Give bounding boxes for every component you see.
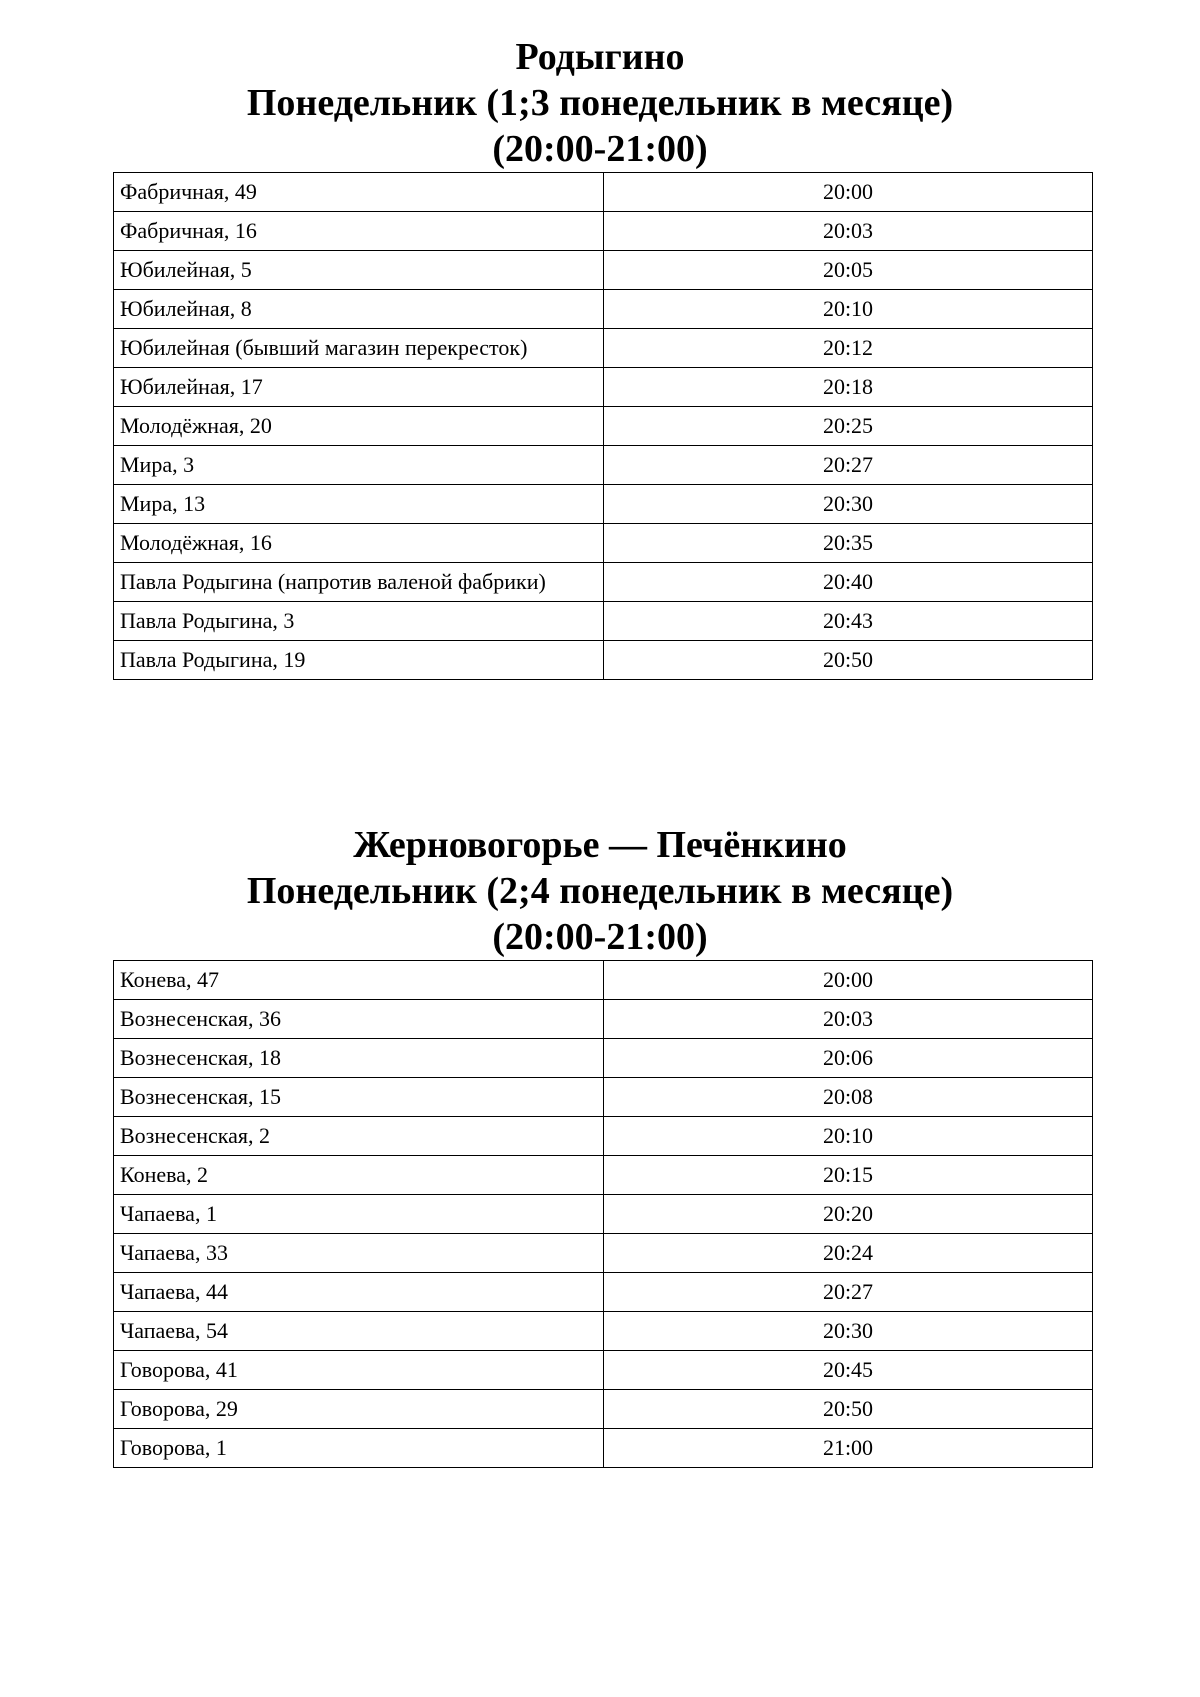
table-row: [114, 1078, 1093, 1117]
table-row: [114, 563, 1093, 602]
section-title: [0, 822, 1200, 960]
table-row: [114, 1156, 1093, 1195]
table-row: [114, 173, 1093, 212]
schedule-section-zhernovogorye: [0, 822, 1200, 1468]
address-cell: Юбилейная, 8: [114, 290, 604, 329]
time-cell: 20:30: [604, 485, 1093, 524]
time-cell: 21:00: [604, 1429, 1093, 1468]
address-cell: Вознесенская, 18: [114, 1039, 604, 1078]
time-cell: 20:27: [604, 1273, 1093, 1312]
schedule-table: [113, 172, 1093, 680]
table-row: [114, 212, 1093, 251]
address-cell: Фабричная, 49: [114, 173, 604, 212]
address-cell: Чапаева, 44: [114, 1273, 604, 1312]
title-line-hours: (20:00-21:00): [492, 916, 708, 958]
time-cell: 20:45: [604, 1351, 1093, 1390]
table-row: [114, 1312, 1093, 1351]
table-row: [114, 1000, 1093, 1039]
time-cell: 20:25: [604, 407, 1093, 446]
address-cell: Говорова, 29: [114, 1390, 604, 1429]
time-cell: 20:10: [604, 1117, 1093, 1156]
time-cell: 20:50: [604, 1390, 1093, 1429]
title-line-day: Понедельник (2;4 понедельник в месяце): [246, 870, 954, 912]
title-line-day: Понедельник (1;3 понедельник в месяце): [246, 82, 954, 124]
address-cell: Вознесенская, 2: [114, 1117, 604, 1156]
table-row: [114, 961, 1093, 1000]
title-line-place: Жерновогорье — Печёнкино: [353, 824, 847, 866]
address-cell: Мира, 3: [114, 446, 604, 485]
schedule-rows: [114, 173, 1093, 680]
address-cell: Чапаева, 33: [114, 1234, 604, 1273]
address-cell: Павла Родыгина, 19: [114, 641, 604, 680]
table-row: [114, 446, 1093, 485]
time-cell: 20:00: [604, 961, 1093, 1000]
table-row: [114, 641, 1093, 680]
table-row: [114, 1195, 1093, 1234]
table-row: [114, 1390, 1093, 1429]
time-cell: 20:03: [604, 1000, 1093, 1039]
time-cell: 20:15: [604, 1156, 1093, 1195]
table-row: [114, 368, 1093, 407]
table-row: [114, 1429, 1093, 1468]
title-line-place: Родыгино: [515, 36, 685, 78]
time-cell: 20:50: [604, 641, 1093, 680]
address-cell: Вознесенская, 36: [114, 1000, 604, 1039]
table-row: [114, 1117, 1093, 1156]
address-cell: Чапаева, 54: [114, 1312, 604, 1351]
address-cell: Юбилейная, 17: [114, 368, 604, 407]
table-row: [114, 329, 1093, 368]
address-cell: Павла Родыгина, 3: [114, 602, 604, 641]
table-row: [114, 1273, 1093, 1312]
address-cell: Мира, 13: [114, 485, 604, 524]
address-cell: Конева, 47: [114, 961, 604, 1000]
time-cell: 20:20: [604, 1195, 1093, 1234]
address-cell: Говорова, 1: [114, 1429, 604, 1468]
schedule-table: [113, 960, 1093, 1468]
address-cell: Конева, 2: [114, 1156, 604, 1195]
section-title: [0, 34, 1200, 172]
time-cell: 20:03: [604, 212, 1093, 251]
time-cell: 20:30: [604, 1312, 1093, 1351]
time-cell: 20:40: [604, 563, 1093, 602]
time-cell: 20:43: [604, 602, 1093, 641]
table-row: [114, 524, 1093, 563]
time-cell: 20:24: [604, 1234, 1093, 1273]
schedule-section-rodygino: [0, 34, 1200, 680]
time-cell: 20:18: [604, 368, 1093, 407]
time-cell: 20:12: [604, 329, 1093, 368]
time-cell: 20:06: [604, 1039, 1093, 1078]
address-cell: Павла Родыгина (напротив валеной фабрики): [114, 563, 604, 602]
table-row: [114, 251, 1093, 290]
time-cell: 20:08: [604, 1078, 1093, 1117]
time-cell: 20:35: [604, 524, 1093, 563]
table-row: [114, 485, 1093, 524]
address-cell: Вознесенская, 15: [114, 1078, 604, 1117]
table-row: [114, 1234, 1093, 1273]
address-cell: Молодёжная, 20: [114, 407, 604, 446]
address-cell: Говорова, 41: [114, 1351, 604, 1390]
address-cell: Фабричная, 16: [114, 212, 604, 251]
table-row: [114, 1039, 1093, 1078]
table-row: [114, 407, 1093, 446]
time-cell: 20:00: [604, 173, 1093, 212]
title-line-hours: (20:00-21:00): [492, 128, 708, 170]
table-row: [114, 1351, 1093, 1390]
address-cell: Чапаева, 1: [114, 1195, 604, 1234]
address-cell: Молодёжная, 16: [114, 524, 604, 563]
schedule-rows: [114, 961, 1093, 1468]
time-cell: 20:10: [604, 290, 1093, 329]
time-cell: 20:05: [604, 251, 1093, 290]
table-row: [114, 290, 1093, 329]
table-row: [114, 602, 1093, 641]
address-cell: Юбилейная, 5: [114, 251, 604, 290]
address-cell: Юбилейная (бывший магазин перекресток): [114, 329, 604, 368]
time-cell: 20:27: [604, 446, 1093, 485]
